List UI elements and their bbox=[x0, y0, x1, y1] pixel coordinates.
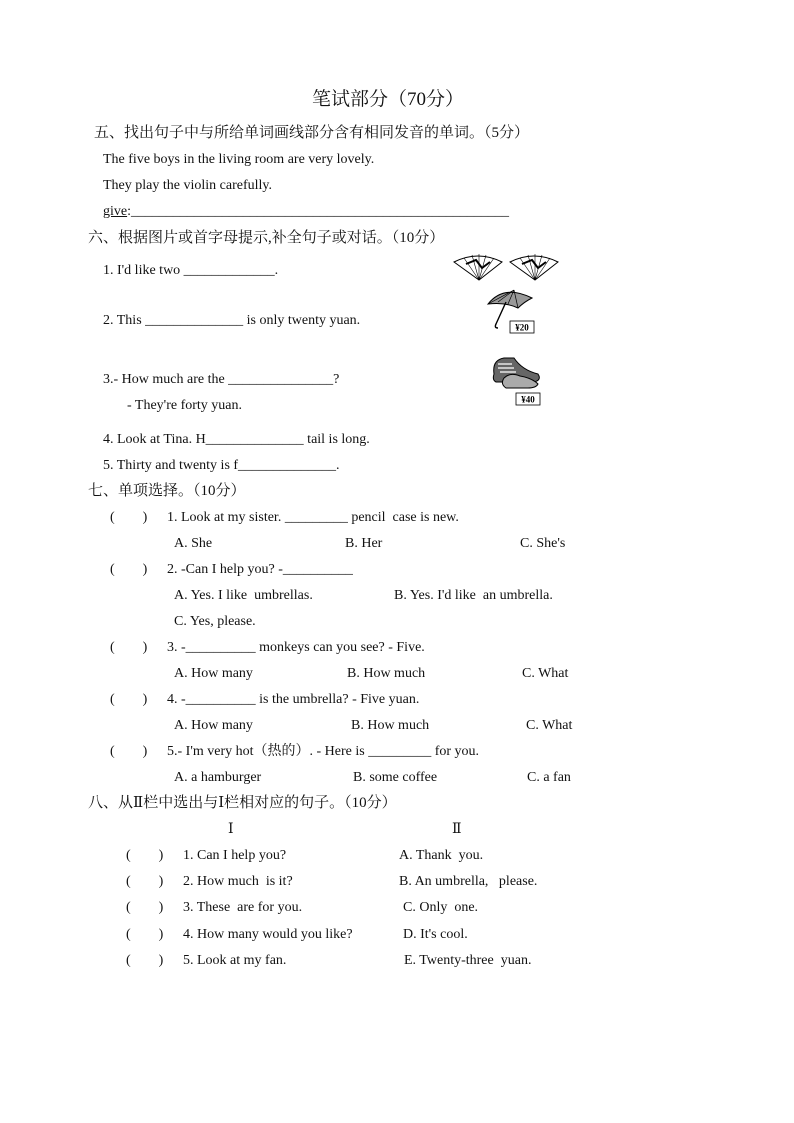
s7-q2-text: 2. -Can I help you? -__________ bbox=[167, 562, 353, 577]
s7-q5-option-c: C. a fan bbox=[527, 770, 571, 785]
s7-q5-text: 5.- I'm very hot（热的）. - Here is _________ for you. bbox=[167, 744, 480, 759]
s7-q1-option-c: C. She's bbox=[520, 536, 566, 551]
s7-q2-paren: ( ) bbox=[110, 562, 148, 577]
s7-q2-option-c: C. Yes, please. bbox=[174, 614, 256, 629]
s7-q3-text: 3. -__________ monkeys can you see? - Five. bbox=[167, 640, 425, 655]
s6-question-1: 1. I'd like two _____________. bbox=[103, 263, 279, 278]
fans-picture bbox=[452, 252, 564, 282]
s5-answer-line bbox=[103, 203, 509, 221]
s7-q4-option-c: C. What bbox=[526, 718, 573, 733]
umbrella-picture bbox=[484, 286, 540, 334]
s8-row-2-left: 2. How much is it? bbox=[183, 874, 293, 889]
s8-row-4-paren: ( ) bbox=[126, 927, 164, 942]
s6-question-3a: 3.- How much are the _______________? bbox=[103, 372, 340, 387]
s7-q5-option-a: A. a hamburger bbox=[174, 770, 262, 785]
s7-q2-option-a: A. Yes. I like umbrellas. bbox=[174, 588, 313, 603]
s7-q3-paren: ( ) bbox=[110, 640, 148, 655]
s8-row-3-paren: ( ) bbox=[126, 900, 164, 915]
fan-icon bbox=[454, 254, 502, 280]
fan-icon bbox=[510, 254, 558, 280]
s6-question-2: 2. This ______________ is only twenty yuan. bbox=[103, 313, 361, 328]
s7-q2-option-b: B. Yes. I'd like an umbrella. bbox=[394, 588, 553, 603]
s7-q5-option-b: B. some coffee bbox=[353, 770, 438, 785]
s7-q1-text: 1. Look at my sister. _________ pencil case is new. bbox=[167, 510, 459, 525]
s8-row-4-left: 4. How many would you like? bbox=[183, 927, 353, 942]
section-7-heading: 七、单项选择。（10分） bbox=[88, 483, 246, 499]
s8-row-2-right: B. An umbrella, please. bbox=[399, 874, 538, 889]
shoes-picture bbox=[488, 352, 546, 408]
s7-q1-paren: ( ) bbox=[110, 510, 148, 525]
s5-sentence-1: The five boys in the living room are very lovely. bbox=[103, 152, 375, 167]
page-title: 笔试部分（70分） bbox=[312, 89, 465, 110]
price-20-label: ¥20 bbox=[515, 322, 529, 333]
section-5-heading: 五、找出句子中与所给单词画线部分含有相同发音的单词。（5分） bbox=[94, 125, 530, 141]
s7-q3-option-a: A. How many bbox=[174, 666, 253, 681]
shoes-icon bbox=[493, 358, 539, 388]
s7-q3-option-c: C. What bbox=[522, 666, 569, 681]
s8-row-3-right: C. Only one. bbox=[403, 900, 479, 915]
s7-q1-option-a: A. She bbox=[174, 536, 213, 551]
s8-row-2-paren: ( ) bbox=[126, 874, 164, 889]
s7-q5-paren: ( ) bbox=[110, 744, 148, 759]
column-2-header: Ⅱ bbox=[452, 822, 462, 837]
s8-row-1-left: 1. Can I help you? bbox=[183, 848, 287, 863]
s8-row-5-right: E. Twenty-three yuan. bbox=[404, 953, 532, 968]
section-6-heading: 六、根据图片或首字母提示,补全句子或对话。（10分） bbox=[88, 230, 445, 246]
s7-q4-option-a: A. How many bbox=[174, 718, 253, 733]
s5-given-word: give bbox=[103, 204, 128, 219]
s8-row-1-right: A. Thank you. bbox=[399, 848, 484, 863]
s8-row-3-left: 3. These are for you. bbox=[183, 900, 303, 915]
section-8-heading: 八、从Ⅱ栏中选出与Ⅰ栏相对应的句子。（10分） bbox=[88, 795, 397, 811]
s8-row-5-paren: ( ) bbox=[126, 953, 164, 968]
s8-row-1-paren: ( ) bbox=[126, 848, 164, 863]
s5-answer-blank: :______________________________________________________ bbox=[127, 204, 509, 219]
s7-q4-paren: ( ) bbox=[110, 692, 148, 707]
s8-row-5-left: 5. Look at my fan. bbox=[183, 953, 287, 968]
s7-q4-text: 4. -__________ is the umbrella? - Five yuan. bbox=[167, 692, 420, 707]
s5-sentence-2: They play the violin carefully. bbox=[103, 178, 272, 193]
price-40-label: ¥40 bbox=[521, 394, 535, 405]
s6-question-3b: - They're forty yuan. bbox=[127, 398, 243, 413]
s6-question-4: 4. Look at Tina. H______________ tail is long. bbox=[103, 432, 370, 447]
s7-q1-option-b: B. Her bbox=[345, 536, 383, 551]
s7-q3-option-b: B. How much bbox=[347, 666, 426, 681]
s8-row-4-right: D. It's cool. bbox=[403, 927, 468, 942]
s7-q4-option-b: B. How much bbox=[351, 718, 430, 733]
s6-question-5: 5. Thirty and twenty is f______________. bbox=[103, 458, 340, 473]
column-1-header: Ⅰ bbox=[228, 822, 234, 837]
